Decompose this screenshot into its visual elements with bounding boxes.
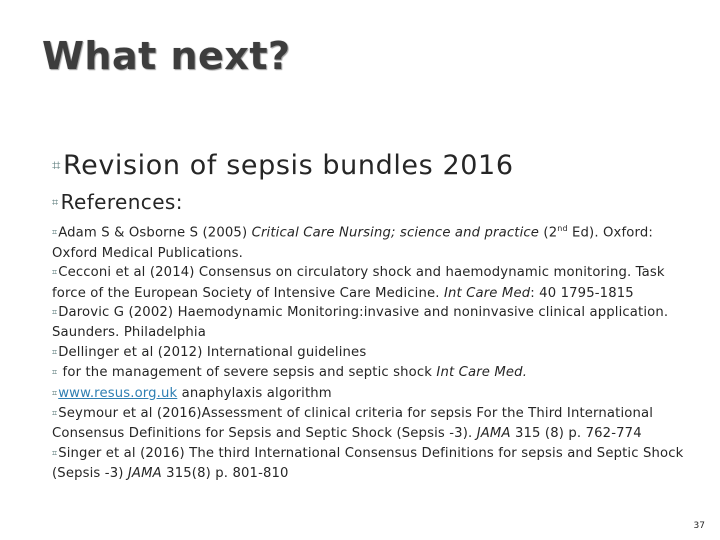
reference-text: Ed). Oxford: Oxford Medical Publications. [52, 225, 653, 261]
bullet-text: Revision of sepsis bundles 2016 [62, 150, 514, 181]
reference-journal: Int Care Med [443, 285, 531, 301]
reference-text: Singer et al (2016) The third International Consensus Definitions for sepsis and Septic Shock (Sepsis -3) [52, 445, 684, 482]
bullet-icon: ⌗ [52, 156, 61, 175]
bullet-icon: ⌗ [52, 368, 58, 379]
references-list [52, 219, 692, 484]
reference-journal: JAMA [127, 466, 162, 482]
bullet-icon: ⌗ [52, 448, 58, 459]
reference-title: Critical Care Nursing; science and practice [251, 225, 540, 241]
reference-darovic [52, 303, 692, 343]
bullet-icon: ⌗ [52, 409, 58, 420]
reference-singer [52, 444, 692, 484]
reference-text: for the management of severe sepsis and septic shock [58, 365, 437, 381]
reference-text: 315 (8) p. 762-774 [510, 426, 642, 442]
reference-text: 315(8) p. 801-810 [161, 466, 289, 482]
bullet-icon: ⌗ [52, 308, 58, 319]
reference-seymour [52, 404, 692, 444]
reference-dellinger-cont [52, 363, 692, 383]
resus-link[interactable]: www.resus.org.uk [58, 385, 178, 401]
reference-text: Cecconi et al (2014) Consensus on circulatory shock and haemodynamic monitoring. Task force of the European Society of Intensive Care Medicine. [52, 265, 665, 301]
bullet-references [52, 190, 183, 214]
bullet-icon: ⌗ [52, 388, 58, 399]
reference-text: Adam S & Osborne S (2005) [58, 225, 252, 241]
reference-text: Dellinger et al (2012) International guidelines [58, 344, 367, 360]
page-number: 37 [693, 521, 705, 531]
reference-text: Seymour et al (2016)Assessment of clinical criteria for sepsis For the Third International Consensus Definitions for Sepsis and Septic Shock (Sepsis -3). [52, 406, 654, 442]
bullet-icon: ⌗ [52, 196, 59, 210]
bullet-icon: ⌗ [52, 347, 58, 358]
reference-adam [52, 219, 692, 263]
bullet-text: References: [60, 190, 183, 214]
reference-dellinger [52, 343, 692, 363]
slide-title: What next? [42, 34, 291, 78]
reference-text: (2 [539, 225, 558, 241]
bullet-revision [52, 150, 514, 181]
superscript: nd [557, 224, 568, 233]
reference-text: anaphylaxis algorithm [177, 385, 332, 401]
reference-text: Darovic G (2002) Haemodynamic Monitoring:invasive and noninvasive clinical application. Saunders. Philadelphia [52, 305, 669, 341]
reference-journal: JAMA [476, 426, 511, 442]
reference-text: : 40 1795-1815 [530, 285, 634, 301]
bullet-icon: ⌗ [52, 268, 58, 279]
reference-journal: Int Care Med. [436, 365, 528, 381]
reference-cecconi [52, 263, 692, 303]
reference-resus [52, 384, 692, 404]
bullet-icon: ⌗ [52, 228, 58, 239]
